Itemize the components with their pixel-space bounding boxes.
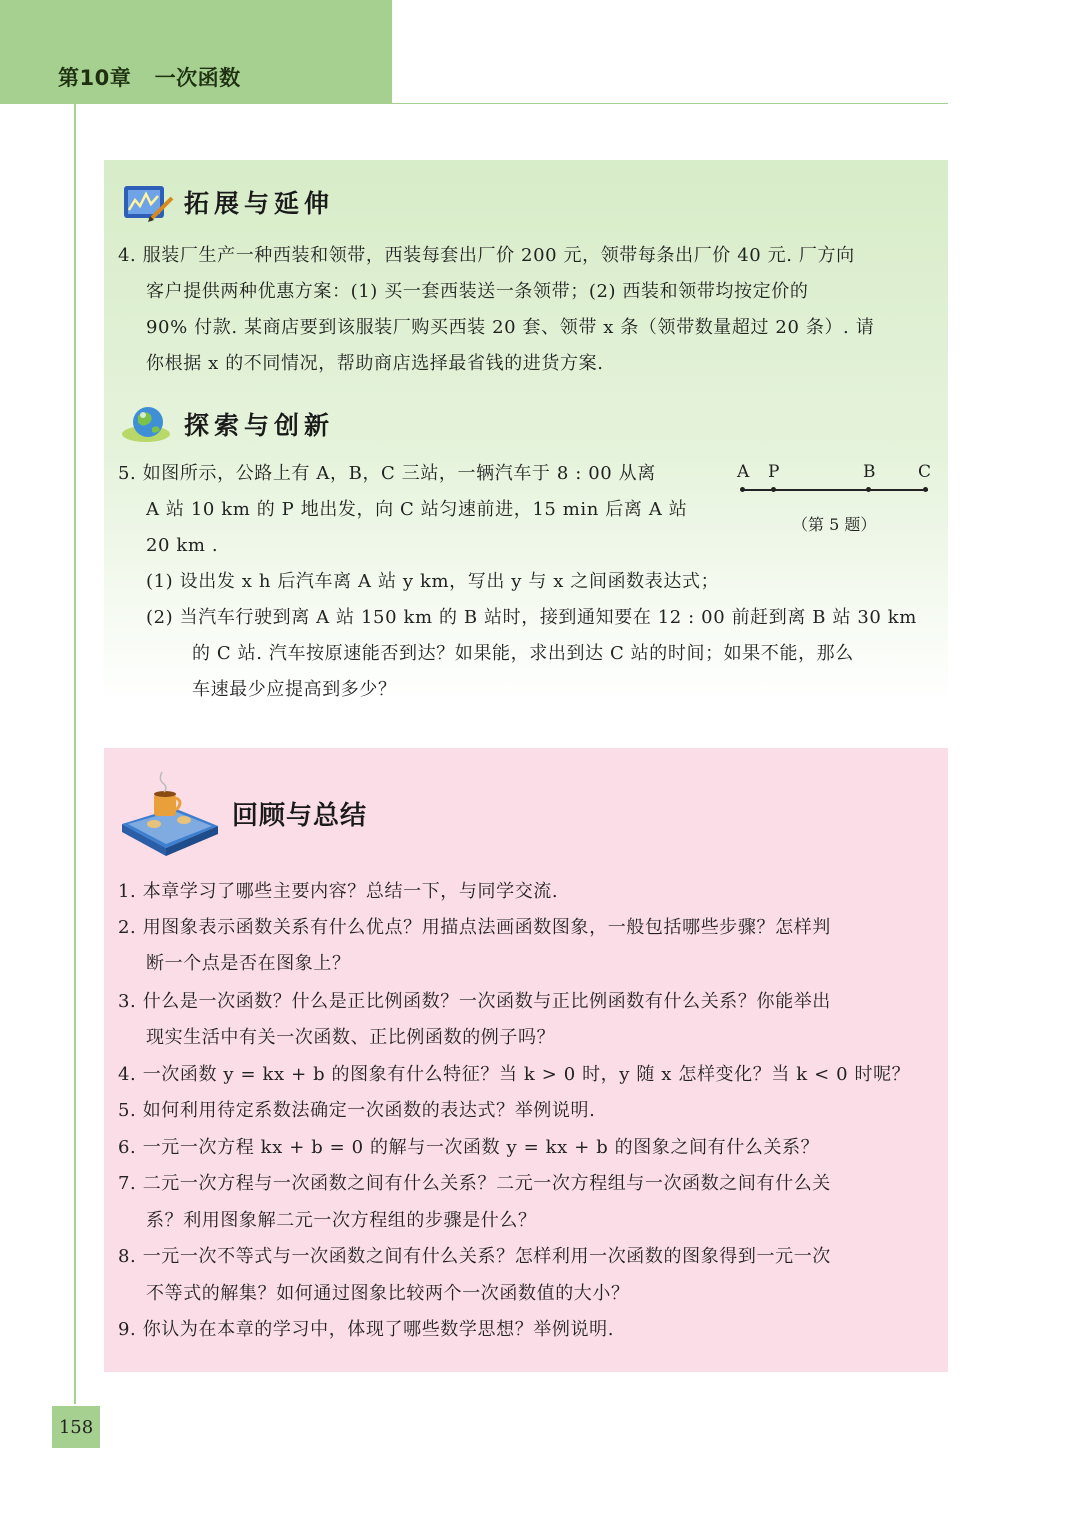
explore-line: 20 km . (146, 535, 219, 556)
review-item: 不等式的解集？如何通过图象比较两个一次函数值的大小？ (146, 1283, 630, 1304)
extension-line: 客户提供两种优惠方案：(1) 买一套西装送一条领带；(2) 西装和领带均按定价的 (146, 281, 809, 302)
review-item: 3. 什么是一次函数？什么是正比例函数？一次函数与正比例函数有什么关系？你能举出 (118, 991, 831, 1012)
explore-line: A 站 10 km 的 P 地出发，向 C 站匀速前进，15 min 后离 A 站 (146, 499, 688, 520)
review-item: 5. 如何利用待定系数法确定一次函数的表达式？举例说明. (118, 1100, 596, 1121)
review-title: 回顾与总结 (232, 800, 368, 831)
extension-line: 你根据 x 的不同情况，帮助商店选择最省钱的进货方案. (146, 353, 604, 374)
explore-line: 5. 如图所示，公路上有 A，B，C 三站，一辆汽车于 8 : 00 从离 (118, 463, 656, 484)
globe-icon (120, 402, 174, 446)
review-item: 8. 一元一次不等式与一次函数之间有什么关系？怎样利用一次函数的图象得到一元一次 (118, 1246, 831, 1267)
label-a: A (737, 462, 750, 482)
figure-caption: （第 5 题） (792, 515, 877, 534)
explore-subquestion: 的 C 站. 汽车按原速能否到达？如果能，求出到达 C 站的时间；如果不能，那么 (192, 643, 854, 664)
page-number: 158 (52, 1406, 100, 1448)
book-coffee-icon (118, 768, 222, 858)
explore-subquestion: (2) 当汽车行驶到离 A 站 150 km 的 B 站时，接到通知要在 12 : 00 前赶到离 B 站 30 km (146, 607, 917, 628)
road-figure (732, 458, 942, 538)
point-p (771, 487, 776, 492)
side-rule (74, 104, 76, 1404)
extension-title: 拓展与延伸 (184, 189, 335, 218)
explore-title: 探索与创新 (184, 411, 335, 440)
review-item: 4. 一次函数 y = kx + b 的图象有什么特征？当 k > 0 时，y 随 x 怎样变化？当 k < 0 时呢？ (118, 1064, 911, 1085)
chart-pen-icon (120, 180, 174, 224)
extension-line: 4. 服装厂生产一种西装和领带，西装每套出厂价 200 元，领带每条出厂价 40 元. 厂方向 (118, 245, 855, 266)
review-item: 9. 你认为在本章的学习中，体现了哪些数学思想？举例说明. (118, 1319, 615, 1340)
point-a (740, 487, 745, 492)
review-item: 7. 二元一次方程与一次函数之间有什么关系？二元一次方程组与一次函数之间有什么关 (118, 1173, 831, 1194)
review-item: 2. 用图象表示函数关系有什么优点？用描点法画函数图象，一般包括哪些步骤？怎样判 (118, 917, 831, 938)
review-heading (118, 768, 367, 858)
chapter-title: 第10章 一次函数 (58, 66, 241, 90)
road-line (742, 489, 928, 491)
header-rule (392, 103, 948, 104)
explore-subquestion: (1) 设出发 x h 后汽车离 A 站 y km，写出 y 与 x 之间函数表达式； (146, 571, 720, 592)
label-p: P (768, 462, 780, 482)
point-b (866, 487, 871, 492)
label-b: B (863, 462, 876, 482)
label-c: C (918, 462, 932, 482)
extension-heading (120, 180, 334, 224)
review-item: 1. 本章学习了哪些主要内容？总结一下，与同学交流. (118, 881, 559, 902)
review-item: 6. 一元一次方程 kx + b = 0 的解与一次函数 y = kx + b 的图象之间有什么关系？ (118, 1137, 820, 1158)
review-item: 现实生活中有关一次函数、正比例函数的例子吗？ (146, 1027, 556, 1048)
explore-subquestion: 车速最少应提高到多少？ (192, 679, 397, 700)
review-item: 系？利用图象解二元一次方程组的步骤是什么？ (146, 1210, 537, 1231)
point-c (923, 487, 928, 492)
explore-heading (120, 402, 334, 446)
review-item: 断一个点是否在图象上？ (146, 953, 351, 974)
extension-line: 90% 付款. 某商店要到该服装厂购买西装 20 套、领带 x 条（领带数量超过 20 条）. 请 (146, 317, 875, 338)
